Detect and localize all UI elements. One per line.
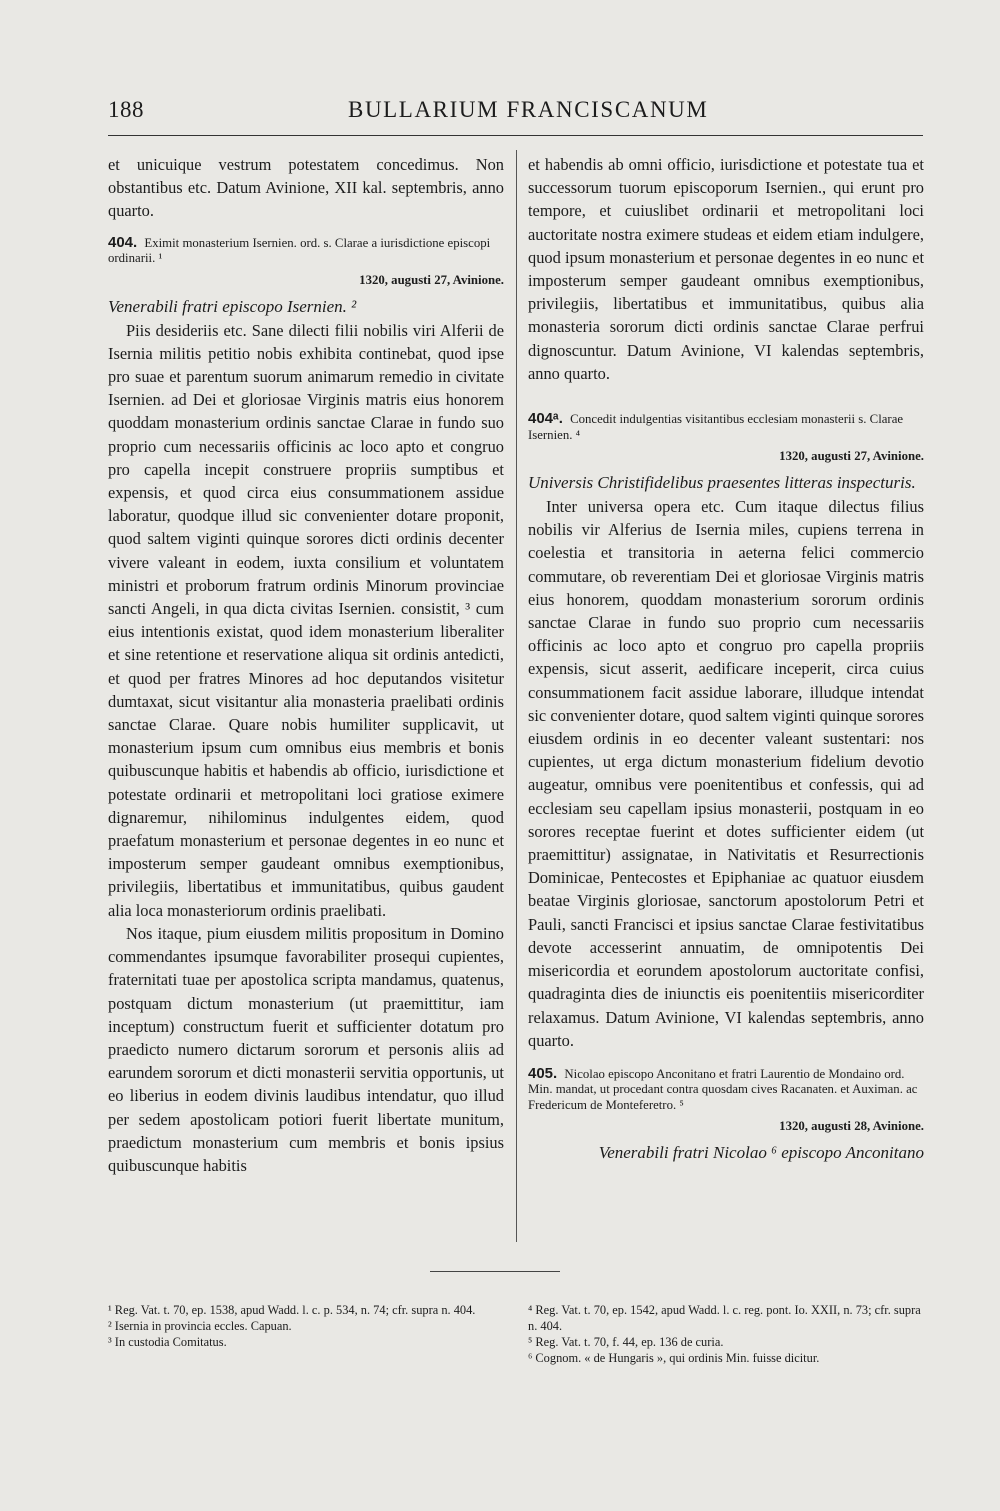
entry-404-summary: [108, 235, 504, 267]
page-number: 188: [108, 97, 144, 122]
entry-404-paragraph-2: Nos itaque, pium eiusdem militis propositum in Domino commendantes ipsumque favorabiliter prosequi cupientes, fraternitati tuae per apostolica scripta mandamus, quatenus, postquam dictum monasterium (ut praemittitur, iam inceptum) constructum fuerit et sufficienter dotatum pro praedicto numero dictarum sororum et personis aliis ad earundem sororum et dicti monasterii servitia opportunis, ut eo liberius in eodem divinis laudibus intendatur, quo illud per sedem apostolicam potiori fuerit libertate munitum, praedictum monasterium cum membris et bonis ipsius quibuscunque habitis: [108, 923, 504, 1175]
footnote-1: ¹ Reg. Vat. t. 70, ep. 1538, apud Wadd. l. c. p. 534, n. 74; cfr. supra n. 404.: [108, 1303, 476, 1317]
right-column: [528, 153, 924, 1165]
entry-number: 404ᵃ.: [528, 410, 563, 428]
entry-404-addressee: Venerabili fratri episcopo Isernien. ²: [108, 296, 357, 316]
footnote-6: ⁶ Cognom. « de Hungaris », qui ordinis Min. fuisse dicitur.: [528, 1351, 820, 1365]
left-column: [108, 153, 504, 1177]
entry-summary: Eximit monasterium Isernien. ord. s. Clarae a iurisdictione episcopi ordinarii. ¹: [108, 235, 491, 266]
entry-404-paragraph-1: Piis desideriis etc. Sane dilecti filii nobilis viri Alferii de Isernia militis petitio nobis exhibita continebat, quod ipse pro suae et parentum suorum animarum remedio in civitate Isernien. ad Dei et gloriosae Virginis matris eius honorem quoddam monasterium ordinis sanctae Clarae in fundo suo proprio cum necessariis officinis ac loco apto et congruo pro capella incepit construere propriis sumptibus et expensis, et quod circa eius consummationem assidue laboratur, quodque illud sic convenienter dotare proponit, quod saltem viginti quinque sorores dicti ordinis decenter vivere valeant in eodem, iuxta consilium et voluntatem ministri et proborum fratrum ordinis Minorum provinciae sancti Angeli, in qua dicta civitas Isernien. consistit, ³ cum eius intentionis existat, quod idem monasterium liberaliter et sine retentione et reservatione aliqua sit ordinis antedicti, et quod per fratres Minores ad hoc deputandos visitetur dumtaxat, sicut visitantur alia monasteria praelibati ordinis sanctae Clarae. Quare nobis humiliter supplicavit, ut monasterium ipsum cum omnibus eius membris et bonis quibuscunque habitis et habendis ab officio, iurisdictione et potestate ordinarii et metropolitani loci gratiose eximere dignaremur, nihilominus indulgentes eidem, quod praefatum monasterium et personae degentes in eo nunc et imposterum semper gaudeant omnibus exemptionibus, privilegiis, libertatibus et immunitatibus, quibus gaudent alia loca monasteriorum ordinis praelibati.: [108, 320, 504, 920]
footnote-rule: [430, 1271, 560, 1272]
entry-405-summary: [528, 1066, 924, 1114]
header-rule: [108, 135, 923, 136]
entry-404a-addressee: Universis Christifidelibus praesentes litteras inspecturis.: [528, 473, 916, 493]
column-divider: [516, 150, 517, 1242]
entry-number: 404.: [108, 233, 138, 251]
entry-405-addressee: Venerabili fratri Nicolao ⁶ episcopo Anconitano: [598, 1143, 924, 1163]
entry-summary: Concedit indulgentias visitantibus ecclesiam monasterii s. Clarae Isernien. ⁴: [528, 412, 904, 442]
entry-summary: Nicolao episcopo Anconitano et fratri Laurentio de Mondaino ord. Min. mandat, ut procedant contra quosdam cives Racanaten. et Auximan. ac Fredericum de Monteferetro. ⁵: [528, 1066, 918, 1112]
entry-404a-summary: [528, 411, 924, 443]
entry-404-date: 1320, augusti 27, Avinione.: [359, 272, 504, 287]
footnote-3: ³ In custodia Comitatus.: [108, 1335, 227, 1349]
entry-404a-paragraph: Inter universa opera etc. Cum itaque dilectus filius nobilis vir Alferius de Isernia miles, cupiens terrena in coelestia et transitoria in aeterna felici commercio commutare, ob reverentiam Dei et gloriosae Virginis matris eius honorem, quoddam monasterium sororum ordinis sanctae Clarae in fundo suo proprio cum necessariis officinis ac loco apto et congruo pro capella propriis expensis, sicut asserit, aedificare inceperit, circa cuius consummationem facit assidue laborare, illudque intendat sic convenienter dotare, quod saltem viginti quinque sorores eiusdem ordinis in eo decenter valeant sustentari: nos cupientes, ut erga dictum monasterium fidelium devotio augeatur, omnibus vere poenitentibus et confessis, qui ad ecclesiam seu capellam ipsius monasterii, postquam in eo sorores receptae fuerint et dotes sufficienter eidem (ut praemittitur) assignatae, in Nativitatis et Resurrectionis Dominicae, Pentecostes et Epiphaniae ac quatuor eiusdem beatae Virginis gloriosae, sanctorum apostolorum Petri et Pauli, sancti Francisci et ipsius sanctae Clarae festivitatibus devote accesserint annuatim, de omnipotentis Dei misericordia et eorundem apostolorum auctoritate confisi, quadraginta dies de iniunctis eis poenitentiis misericorditer relaxamus. Datum Avinione, VI kalendas septembris, anno quarto.: [528, 497, 924, 1050]
opening-text: et unicuique vestrum potestatem concedimus. Non obstantibus etc. Datum Avinione, XII kal. septembris, anno quarto.: [108, 155, 504, 221]
entry-405-date: 1320, augusti 28, Avinione.: [779, 1119, 924, 1134]
entry-number: 405.: [528, 1064, 558, 1082]
entry-404a-date: 1320, augusti 27, Avinione.: [779, 449, 924, 464]
entry-404-continuation: et habendis ab omni officio, iurisdictione et potestate tua et successorum tuorum episcoporum Isernien., qui erunt pro tempore, et cuiuslibet ordinarii et metropolitani loci auctoritate nostra eximere studeas et eidem etiam indulgere, quod ipsum monasterium et personae degentes in eo nunc et imposterum semper gaudeant omnibus exemptionibus, privilegiis, libertatibus et immunitatibus, quibus alia monasteria sororum dicti ordinis sanctae Clarae perfrui dignoscuntur. Datum Avinione, VI kalendas septembris, anno quarto.: [528, 155, 924, 383]
footnote-2: ² Isernia in provincia eccles. Capuan.: [108, 1319, 292, 1333]
footnotes-left: [108, 1302, 504, 1350]
running-title: BULLARIUM FRANCISCANUM: [348, 97, 709, 122]
footnote-4: ⁴ Reg. Vat. t. 70, ep. 1542, apud Wadd. l. c. reg. pont. Io. XXII, n. 73; cfr. supra n. 404.: [528, 1303, 921, 1333]
footnote-5: ⁵ Reg. Vat. t. 70, f. 44, ep. 136 de curia.: [528, 1335, 724, 1349]
page-header: [108, 97, 923, 133]
footnotes-right: [528, 1302, 924, 1366]
